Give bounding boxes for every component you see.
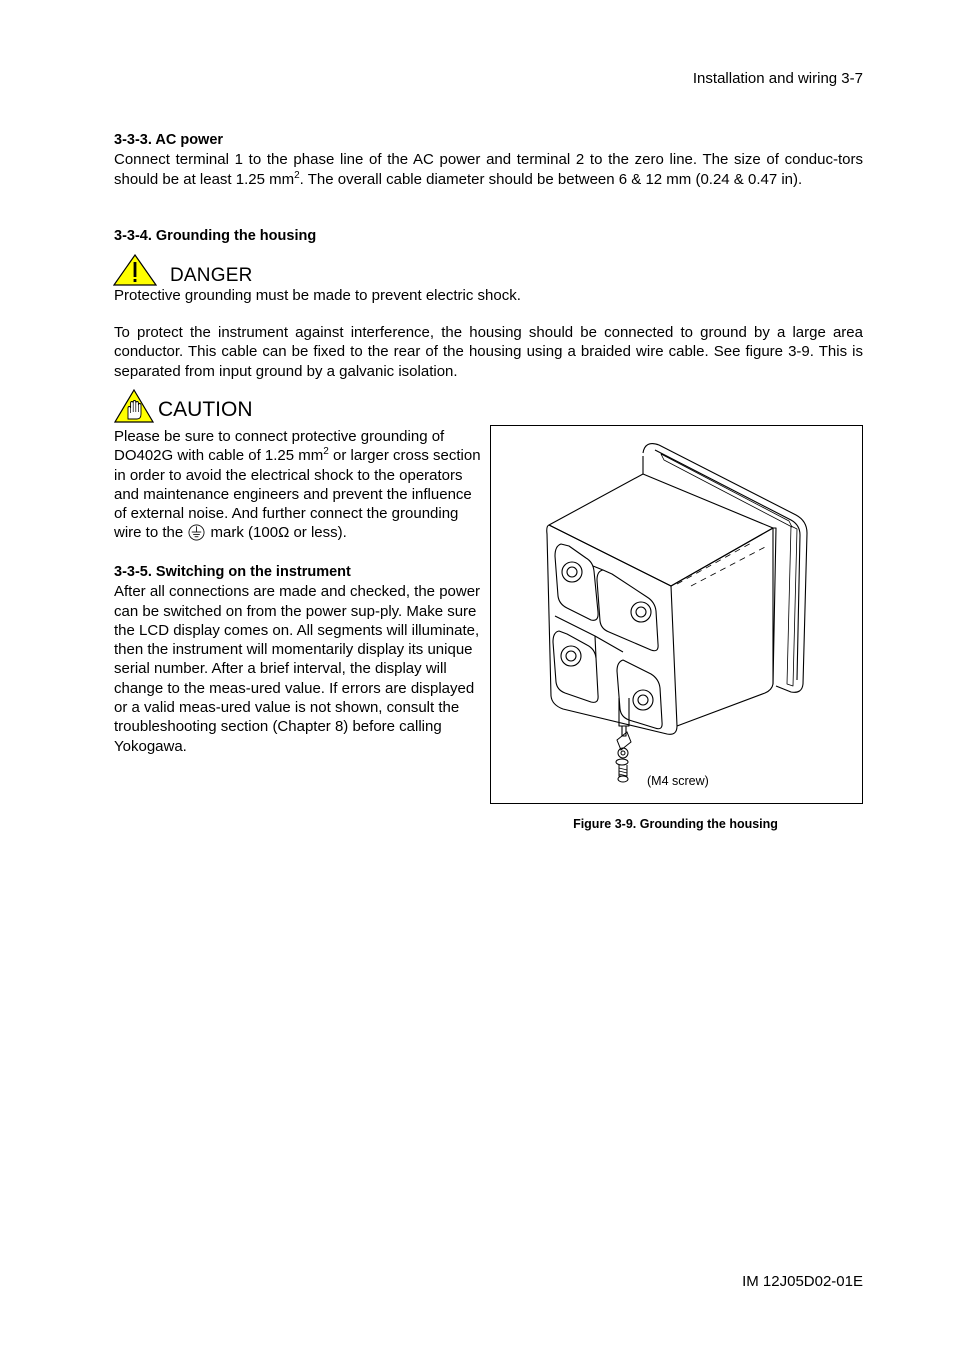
danger-label: DANGER	[170, 265, 253, 286]
section-switching-on-body: After all connections are made and checked, the power can be switched on from the power sup-ply. Make sure the LCD display comes on. All segments will illuminate, then the instrument will momentarily display its unique serial number. After a brief interval, the display will change to the meas-ured value. If errors are displayed or a valid meas-ured value is not shown, consult the troubleshooting section (Chapter 8) before calling Yokogawa.	[114, 583, 481, 755]
protective-earth-icon	[188, 524, 205, 541]
section-switching-on-title: 3-3-5. Switching on the instrument	[114, 564, 351, 580]
caution-label: CAUTION	[158, 398, 253, 421]
grounding-body: To protect the instrument against interference, the housing should be connected to ground by a large area conductor. This cable can be fixed to the rear of the housing using a braided wire cable. See figure 3-9. This is separated from input ground by a galvanic isolation.	[114, 324, 863, 380]
warning-triangle-icon	[113, 254, 157, 286]
ac-power-superscript: 2	[294, 169, 300, 181]
ac-power-text-1: Connect terminal 1 to the phase line of the AC power and terminal 2 to the zero line. The size of conduc-tors should be at least 1.25 mm	[114, 151, 863, 188]
caution-text	[114, 427, 486, 543]
caution-text-2: or larger cross section in order to avoid the electrical shock to the operators and maintenance engineers and prevent the influence of external noise. And further connect the grounding wire to the	[114, 447, 481, 542]
ac-power-text-2: . The overall cable diameter should be between 6 & 12 mm (0.24 & 0.47 in).	[299, 170, 803, 188]
section-ac-power	[114, 131, 863, 189]
caution-text-3: mark (100Ω or less).	[210, 524, 347, 542]
m4-screw-assembly	[616, 732, 631, 782]
instrument-housing-drawing	[491, 426, 862, 803]
danger-text: Protective grounding must be made to prevent electric shock.	[114, 287, 521, 304]
bezel-ribbing	[661, 454, 792, 527]
page-header: Installation and wiring 3-7	[692, 70, 863, 87]
figure-caption: Figure 3-9. Grounding the housing	[573, 817, 778, 831]
caution-superscript: 2	[323, 446, 329, 458]
section-switching-on	[114, 563, 488, 756]
page-footer: IM 12J05D02-01E	[742, 1273, 863, 1290]
section-ac-power-body	[114, 150, 863, 189]
caution-hand-icon	[114, 389, 154, 423]
figure-grounding-housing	[490, 425, 863, 804]
caution-text-1: Please be sure to connect protective grounding of DO402G with cable of 1.25 mm	[114, 428, 445, 465]
section-grounding-title: 3-3-4. Grounding the housing	[114, 228, 317, 244]
section-ac-power-title: 3-3-3. AC power	[114, 132, 224, 148]
screw-label: (M4 screw)	[647, 774, 709, 788]
